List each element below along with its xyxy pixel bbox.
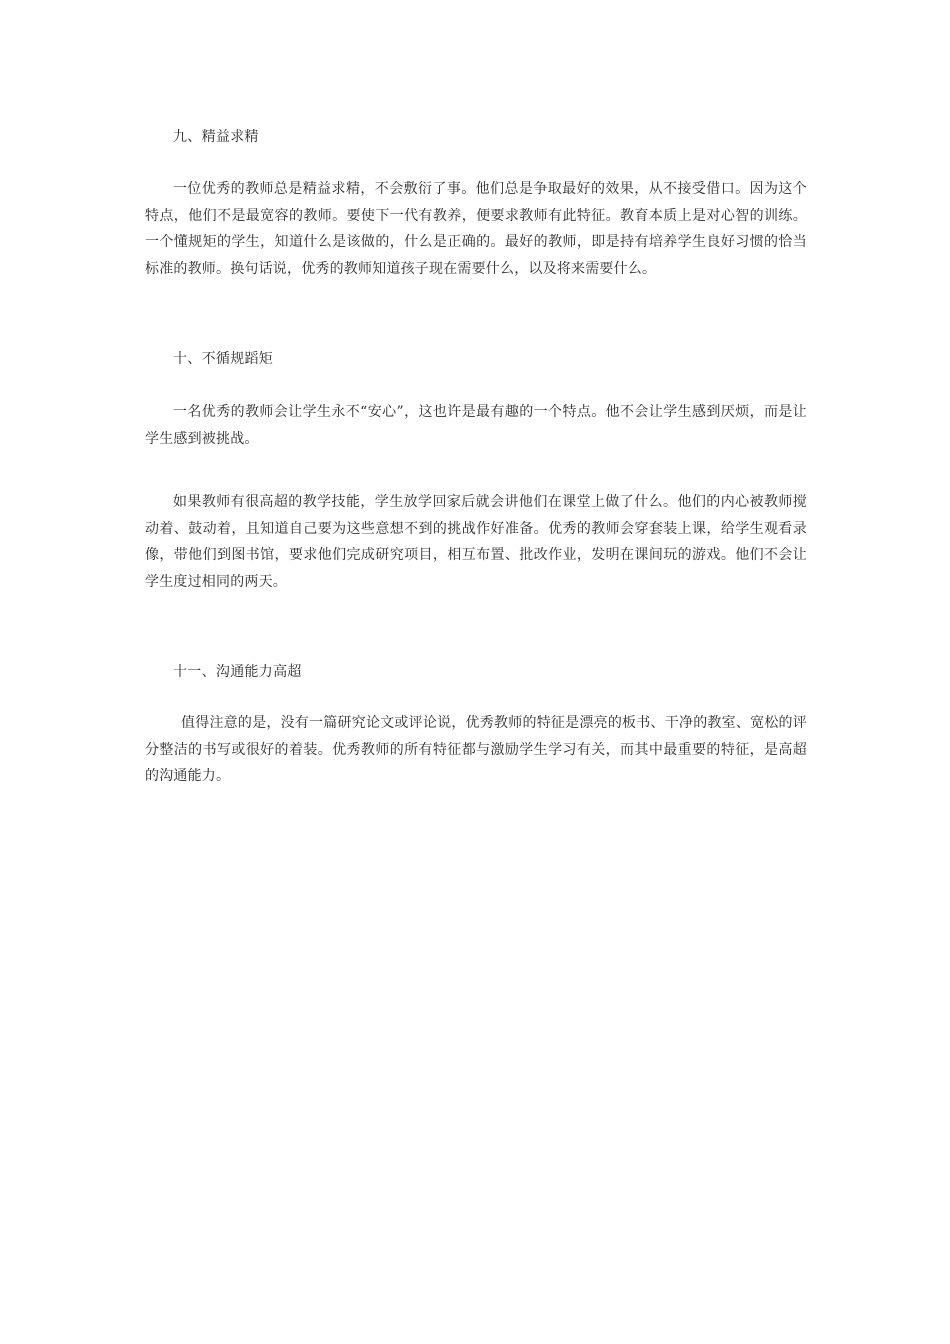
paragraph-teaching-skills: 如果教师有很高超的教学技能，学生放学回家后就会讲他们在课堂上做了什么。他们的内心被教师搅动着、鼓动着，且知道自己要为这些意想不到的挑战作好准备。优秀的教师会穿套装上课，给学生观看录像，带他们到图书馆，要求他们完成研究项目，相互布置、批改作业，发明在课间玩的游戏。他们不会让学生度过相同的两天。 [145, 494, 807, 590]
section-heading-9: 九、精益求精 [173, 129, 259, 145]
paragraph-never-settled: 一名优秀的教师会让学生永不“安心”，这也许是最有趣的一个特点。他不会让学生感到厌烦，而是让学生感到被挑战。 [145, 404, 807, 447]
paragraph-communication: 值得注意的是，没有一篇研究论文或评论说，优秀教师的特征是漂亮的板书、干净的教室、宽松的评分整洁的书写或很好的着装。优秀教师的所有特征都与激励学生学习有关，而其中最重要的特征，是高超的沟通能力。 [145, 715, 807, 784]
section-heading-10: 十、不循规蹈矩 [173, 351, 274, 367]
section-heading-11: 十一、沟通能力高超 [173, 664, 302, 680]
paragraph-strive-for-excellence: 一位优秀的教师总是精益求精，不会敷衍了事。他们总是争取最好的效果，从不接受借口。因为这个特点，他们不是最宽容的教师。要使下一代有教养，便要求教师有此特征。教育本质上是对心智的训练。一个懂规矩的学生，知道什么是该做的，什么是正确的。最好的教师，即是持有培养学生良好习惯的恰当标准的教师。换句话说，优秀的教师知道孩子现在需要什么，以及将来需要什么。 [145, 181, 807, 277]
